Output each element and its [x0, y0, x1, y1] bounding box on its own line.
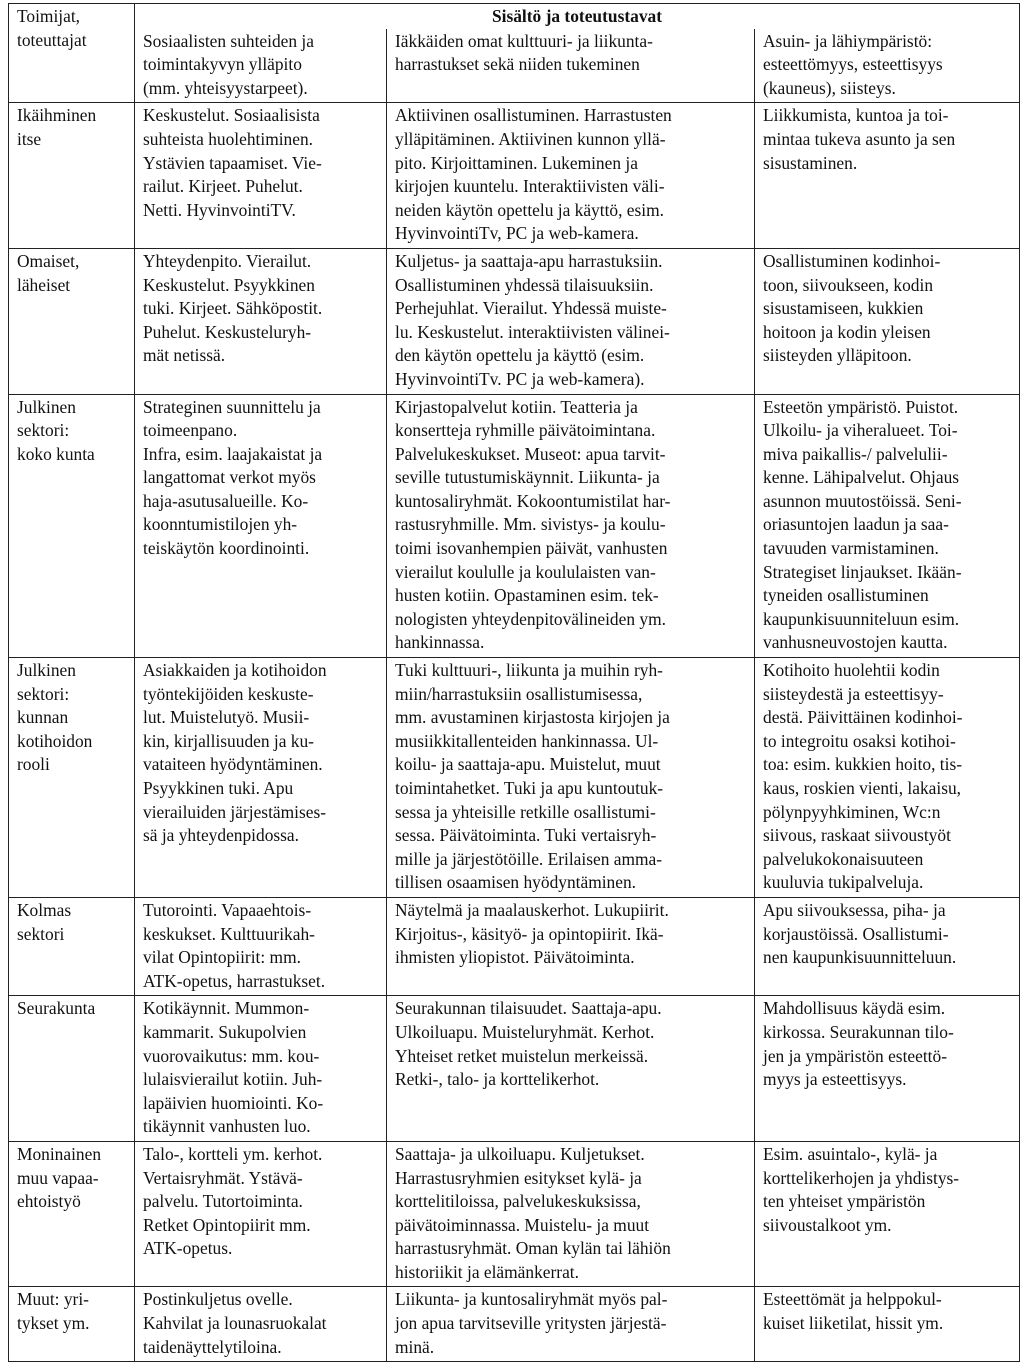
environment-cell: Kotihoito huolehtii kodin siisteydestä ja esteettisyy- destä. Päivittäinen kodinhoi- to integroitu osaksi kotihoi- toa: esim. kukkien hoito, tis- kaus, roskien vienti, lakaisu, pölynpyyhkiminen, Wc:n siivous, raskaat siivoustyöt palvelukokonaisuuteen kuuluvia tukipalveluja. — [755, 658, 1020, 898]
environment-cell: Esteettömät ja helppokul- kuiset liiketilat, hissit ym. — [755, 1287, 1020, 1362]
actor-cell: Ikäihminen itse — [9, 103, 135, 249]
social-cell: Strateginen suunnittelu ja toimeenpano. Infra, esim. laajakaistat ja langattomat verkot myös haja-asutusalueille. Ko- koonntumistilojen yh- teiskäytön koordinointi. — [135, 394, 387, 658]
table-row — [9, 248, 1020, 394]
table-row — [9, 996, 1020, 1142]
social-cell: Postinkuljetus ovelle. Kahvilat ja lounasruokalat taidenäyttelytiloina. — [135, 1287, 387, 1362]
table-row — [9, 394, 1020, 658]
table-row — [9, 658, 1020, 898]
social-cell: Asiakkaiden ja kotihoidon työntekijöiden keskuste- lut. Muistelutyö. Musii- kin, kirjallisuuden ja ku- vataiteen hyödyntäminen. Psyykkinen tuki. Apu vierailuiden järjestämises- sä ja yhteydenpidossa. — [135, 658, 387, 898]
environment-cell: Osallistuminen kodinhoi- toon, siivoukseen, kodin sisustamiseen, kukkien hoitoon ja kodin yleisen siisteyden ylläpitoon. — [755, 248, 1020, 394]
header-row — [9, 4, 1020, 29]
hobbies-cell: Saattaja- ja ulkoiluapu. Kuljetukset. Harrastusryhmien esitykset kylä- ja korttelitiloissa, palvelukeskuksissa, päivätoiminnassa. Muistelu- ja muut harrastusryhmät. Oman kylän tai lähiön historiikit ja elämänkerrat. — [387, 1141, 755, 1287]
column-header-social: Sosiaalisten suhteiden ja toimintakyvyn ylläpito (mm. yhteisyystarpeet). — [135, 29, 387, 103]
hobbies-cell: Seurakunnan tilaisuudet. Saattaja-apu. Ulkoiluapu. Muisteluryhmät. Kerhot. Yhteiset retket muistelun merkeissä. Retki-, talo- ja korttelikerhot. — [387, 996, 755, 1142]
table-row — [9, 897, 1020, 995]
actor-cell: Julkinen sektori: koko kunta — [9, 394, 135, 658]
table-body — [9, 103, 1020, 1362]
social-cell: Yhteydenpito. Vierailut. Keskustelut. Psyykkinen tuki. Kirjeet. Sähköpostit. Puhelut. Keskusteluryh- mät netissä. — [135, 248, 387, 394]
column-header-environment: Asuin- ja lähiympäristö: esteettömyys, esteettisyys (kauneus), siisteys. — [755, 29, 1020, 103]
environment-cell: Mahdollisuus käydä esim. kirkossa. Seurakunnan tilo- jen ja ympäristön esteettö- myys ja esteettisyys. — [755, 996, 1020, 1142]
hobbies-cell: Näytelmä ja maalauskerhot. Lukupiirit. Kirjoitus-, käsityö- ja opintopiirit. Ikä- ihmisten yliopistot. Päivätoiminta. — [387, 897, 755, 995]
content-table — [8, 3, 1020, 1362]
subheader-row — [9, 29, 1020, 103]
actor-cell: Julkinen sektori: kunnan kotihoidon rooli — [9, 658, 135, 898]
hobbies-cell: Tuki kulttuuri-, liikunta ja muihin ryh- miin/harrastuksiin osallistumisessa, mm. avustaminen kirjastosta kirjojen ja musiikkitallenteiden hankinnassa. Ul- koilu- ja saattaja-apu. Muistelut, muut toimintahetket. Tuki ja apu kuntoutuk- sessa ja yhteisille retkille osallistumi- sessa. Päivätoiminta. Tuki vertaisryh- mille ja järjestötöille. Erilaisen amma- tillisen osaamisen hyödyntäminen. — [387, 658, 755, 898]
social-cell: Kotikäynnit. Mummon- kammarit. Sukupolvien vuorovaikutus: mm. kou- lulaisvierailut kotiin. Juh- lapäivien huomiointi. Ko- tikäynnit vanhusten luo. — [135, 996, 387, 1142]
table-row — [9, 103, 1020, 249]
environment-cell: Liikkumista, kuntoa ja toi- mintaa tukeva asunto ja sen sisustaminen. — [755, 103, 1020, 249]
hobbies-cell: Liikunta- ja kuntosaliryhmät myös pal- jon apua tarvitseville yritysten järjestä- minä. — [387, 1287, 755, 1362]
actor-cell: Kolmas sektori — [9, 897, 135, 995]
content-header: Sisältö ja toteutustavat — [135, 4, 1020, 29]
actor-cell: Muut: yri- tykset ym. — [9, 1287, 135, 1362]
actor-cell: Moninainen muu vapaa- ehtoistyö — [9, 1141, 135, 1287]
hobbies-cell: Kirjastopalvelut kotiin. Teatteria ja konsertteja ryhmille päivätoimintana. Palvelukeskukset. Museot: apua tarvit- seville tutustumiskäynnit. Liikunta- ja kuntosaliryhmät. Kokoontumistilat har- rastusryhmille. Mm. sivistys- ja koulu- toimi isovanhempien päivät, vanhusten vierailut koululle ja koululaisten van- husten kotiin. Opastaminen esim. tek- nologisten yhteydenpitovälineiden ym. hankinnassa. — [387, 394, 755, 658]
social-cell: Talo-, kortteli ym. kerhot. Vertaisryhmät. Ystävä- palvelu. Tutortoiminta. Retket Opintopiirit mm. ATK-opetus. — [135, 1141, 387, 1287]
hobbies-cell: Aktiivinen osallistuminen. Harrastusten ylläpitäminen. Aktiivinen kunnon yllä- pito. Kirjoittaminen. Lukeminen ja kirjojen kuuntelu. Interaktiivisten väli- neiden käytön opettelu ja käyttö, esim. HyvinvointiTv, PC ja web-kamera. — [387, 103, 755, 249]
actor-cell: Omaiset, läheiset — [9, 248, 135, 394]
actor-cell: Seurakunta — [9, 996, 135, 1142]
table-row — [9, 1141, 1020, 1287]
environment-cell: Esim. asuintalo-, kylä- ja korttelikerhojen ja yhdistys- ten yhteiset ympäristön siivoustalkoot ym. — [755, 1141, 1020, 1287]
social-cell: Tutorointi. Vapaaehtois- keskukset. Kulttuurikah- vilat Opintopiirit: mm. ATK-opetus, harrastukset. — [135, 897, 387, 995]
environment-cell: Apu siivouksessa, piha- ja korjaustöissä. Osallistumi- nen kaupunkisuunnitteluun. — [755, 897, 1020, 995]
social-cell: Keskustelut. Sosiaalisista suhteista huolehtiminen. Ystävien tapaamiset. Vie- railut. Kirjeet. Puhelut. Netti. HyvinvointiTV. — [135, 103, 387, 249]
table-row — [9, 1287, 1020, 1362]
environment-cell: Esteetön ympäristö. Puistot. Ulkoilu- ja viheralueet. Toi- miva paikallis-/ palveluliі- kenne. Lähipalvelut. Ohjaus asunnon muutostöissä. Seni- oriasuntojen laadun ja saa- tavuuden varmistaminen. Strategiset linjaukset. Ikään- tyneiden osallistuminen kaupunkisuunniteluun esim. vanhusneuvostojen kautta. — [755, 394, 1020, 658]
column-header-hobbies: Iäkkäiden omat kulttuuri- ja liikunta- harrastukset sekä niiden tukeminen — [387, 29, 755, 103]
hobbies-cell: Kuljetus- ja saattaja-apu harrastuksiin. Osallistuminen yhdessä tilaisuuksiin. Perhejuhlat. Vierailut. Yhdessä muiste- lu. Keskustelut. interaktiivisten välinei- den käytön opettelu ja käyttö (esim. HyvinvointiTv. PC ja web-kamera). — [387, 248, 755, 394]
actors-header: Toimijat, toteuttajat — [9, 4, 135, 103]
